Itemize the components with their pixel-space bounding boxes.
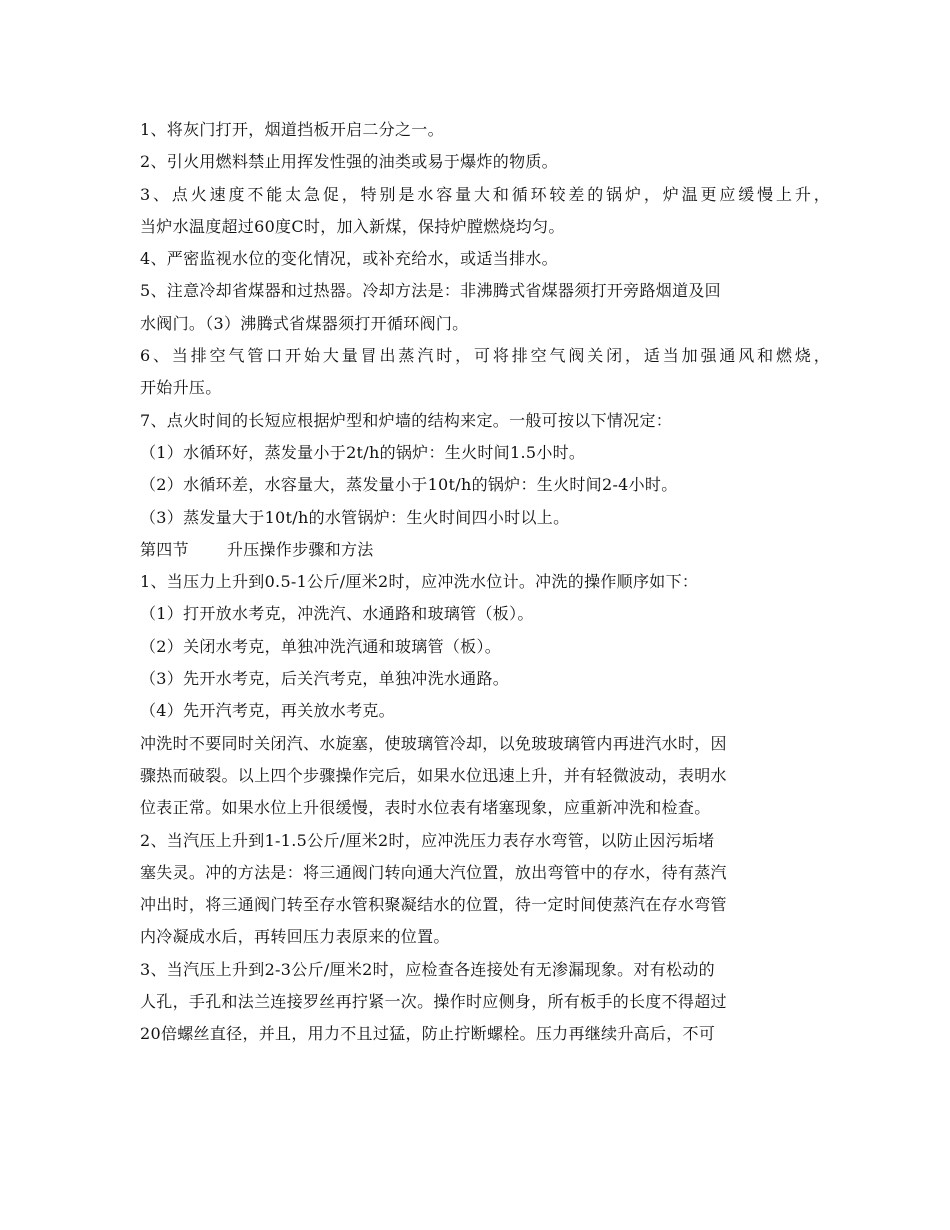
text-line: 1、当压力上升到0.5-1公斤/厘米2时，应冲洗水位计。冲洗的操作顺序如下： (140, 572, 699, 592)
text-line: （3）先开水考克，后关汽考克，单独冲洗水通路。 (140, 669, 510, 689)
text-line: 5、注意冷却省煤器和过热器。冷却方法是：非沸腾式省煤器须打开旁路烟道及回 (140, 281, 721, 301)
text-line: 冲出时，将三通阀门转至存水管积聚凝结水的位置，待一定时间使蒸汽在存水弯管 (140, 895, 727, 915)
text-line: 6、当排空气管口开始大量冒出蒸汽时，可将排空气阀关闭，适当加强通风和燃烧， (140, 346, 830, 366)
text-line: 3、点火速度不能太急促，特别是水容量大和循环较差的锅炉，炉温更应缓慢上升， (140, 184, 830, 204)
text-line: 1、将灰门打开，烟道挡板开启二分之一。 (140, 120, 444, 139)
text-line: 骤热而破裂。以上四个步骤操作完后，如果水位迅速上升，并有轻微波动，表明水 (140, 765, 727, 785)
text-line: 内冷凝成水后，再转回压力表原来的位置。 (140, 927, 450, 947)
text-line: 人孔，手孔和法兰连接罗丝再拧紧一次。操作时应侧身，所有板手的长度不得超过 (140, 992, 727, 1012)
text-line: 开始升压。 (140, 378, 222, 398)
text-line: 20倍螺丝直径，并且，用力不且过猛，防止拧断螺栓。压力再继续升高后，不可 (140, 1024, 716, 1044)
text-line: 冲洗时不要同时关闭汽、水旋塞，使玻璃管冷却，以免玻玻璃管内再进汽水时，因 (140, 733, 727, 753)
text-line: 7、点火时间的长短应根据炉型和炉墙的结构来定。一般可按以下情况定： (140, 410, 673, 430)
text-line: （1）打开放水考克，冲洗汽、水通路和玻璃管（板）。 (140, 604, 534, 624)
text-line: 3、当汽压上升到2-3公斤/厘米2时，应检查各连接处有无渗漏现象。对有松动的 (140, 959, 715, 979)
text-line: 2、当汽压上升到1-1.5公斤/厘米2时，应冲洗压力表存水弯管，以防止因污垢堵 (140, 830, 715, 850)
text-line: （2）关闭水考克，单独冲洗汽通和玻璃管（板）。 (140, 636, 502, 656)
text-line: （3）蒸发量大于10t/h的水管锅炉：生火时间四小时以上。 (140, 507, 570, 527)
text-line: （1）水循环好，蒸发量小于2t/h的锅炉：生火时间1.5小时。 (140, 442, 586, 462)
document-body (140, 114, 830, 1051)
section-title: 升压操作步骤和方法 (226, 539, 374, 559)
text-line: 4、严密监视水位的变化情况，或补充给水，或适当排水。 (140, 249, 558, 269)
text-line: 2、引火用燃料禁止用挥发性强的油类或易于爆炸的物质。 (140, 152, 558, 172)
section-number: 第四节 (140, 539, 189, 559)
section-heading (140, 534, 830, 566)
text-line: （2）水循环差，水容量大，蒸发量小于10t/h的锅炉：生火时间2-4小时。 (140, 475, 678, 495)
text-line: 位表正常。如果水位上升很缓慢，表时水位表有堵塞现象，应重新冲洗和检查。 (140, 798, 711, 818)
text-line: 当炉水温度超过60度C时，加入新煤，保持炉膛燃烧均匀。 (140, 216, 565, 236)
text-line: （4）先开汽考克，再关放水考克。 (140, 701, 395, 721)
text-line: 水阀门。（3）沸腾式省煤器须打开循环阀门。 (140, 313, 469, 333)
text-line: 塞失灵。冲的方法是：将三通阀门转向通大汽位置，放出弯管中的存水，待有蒸汽 (140, 862, 727, 882)
